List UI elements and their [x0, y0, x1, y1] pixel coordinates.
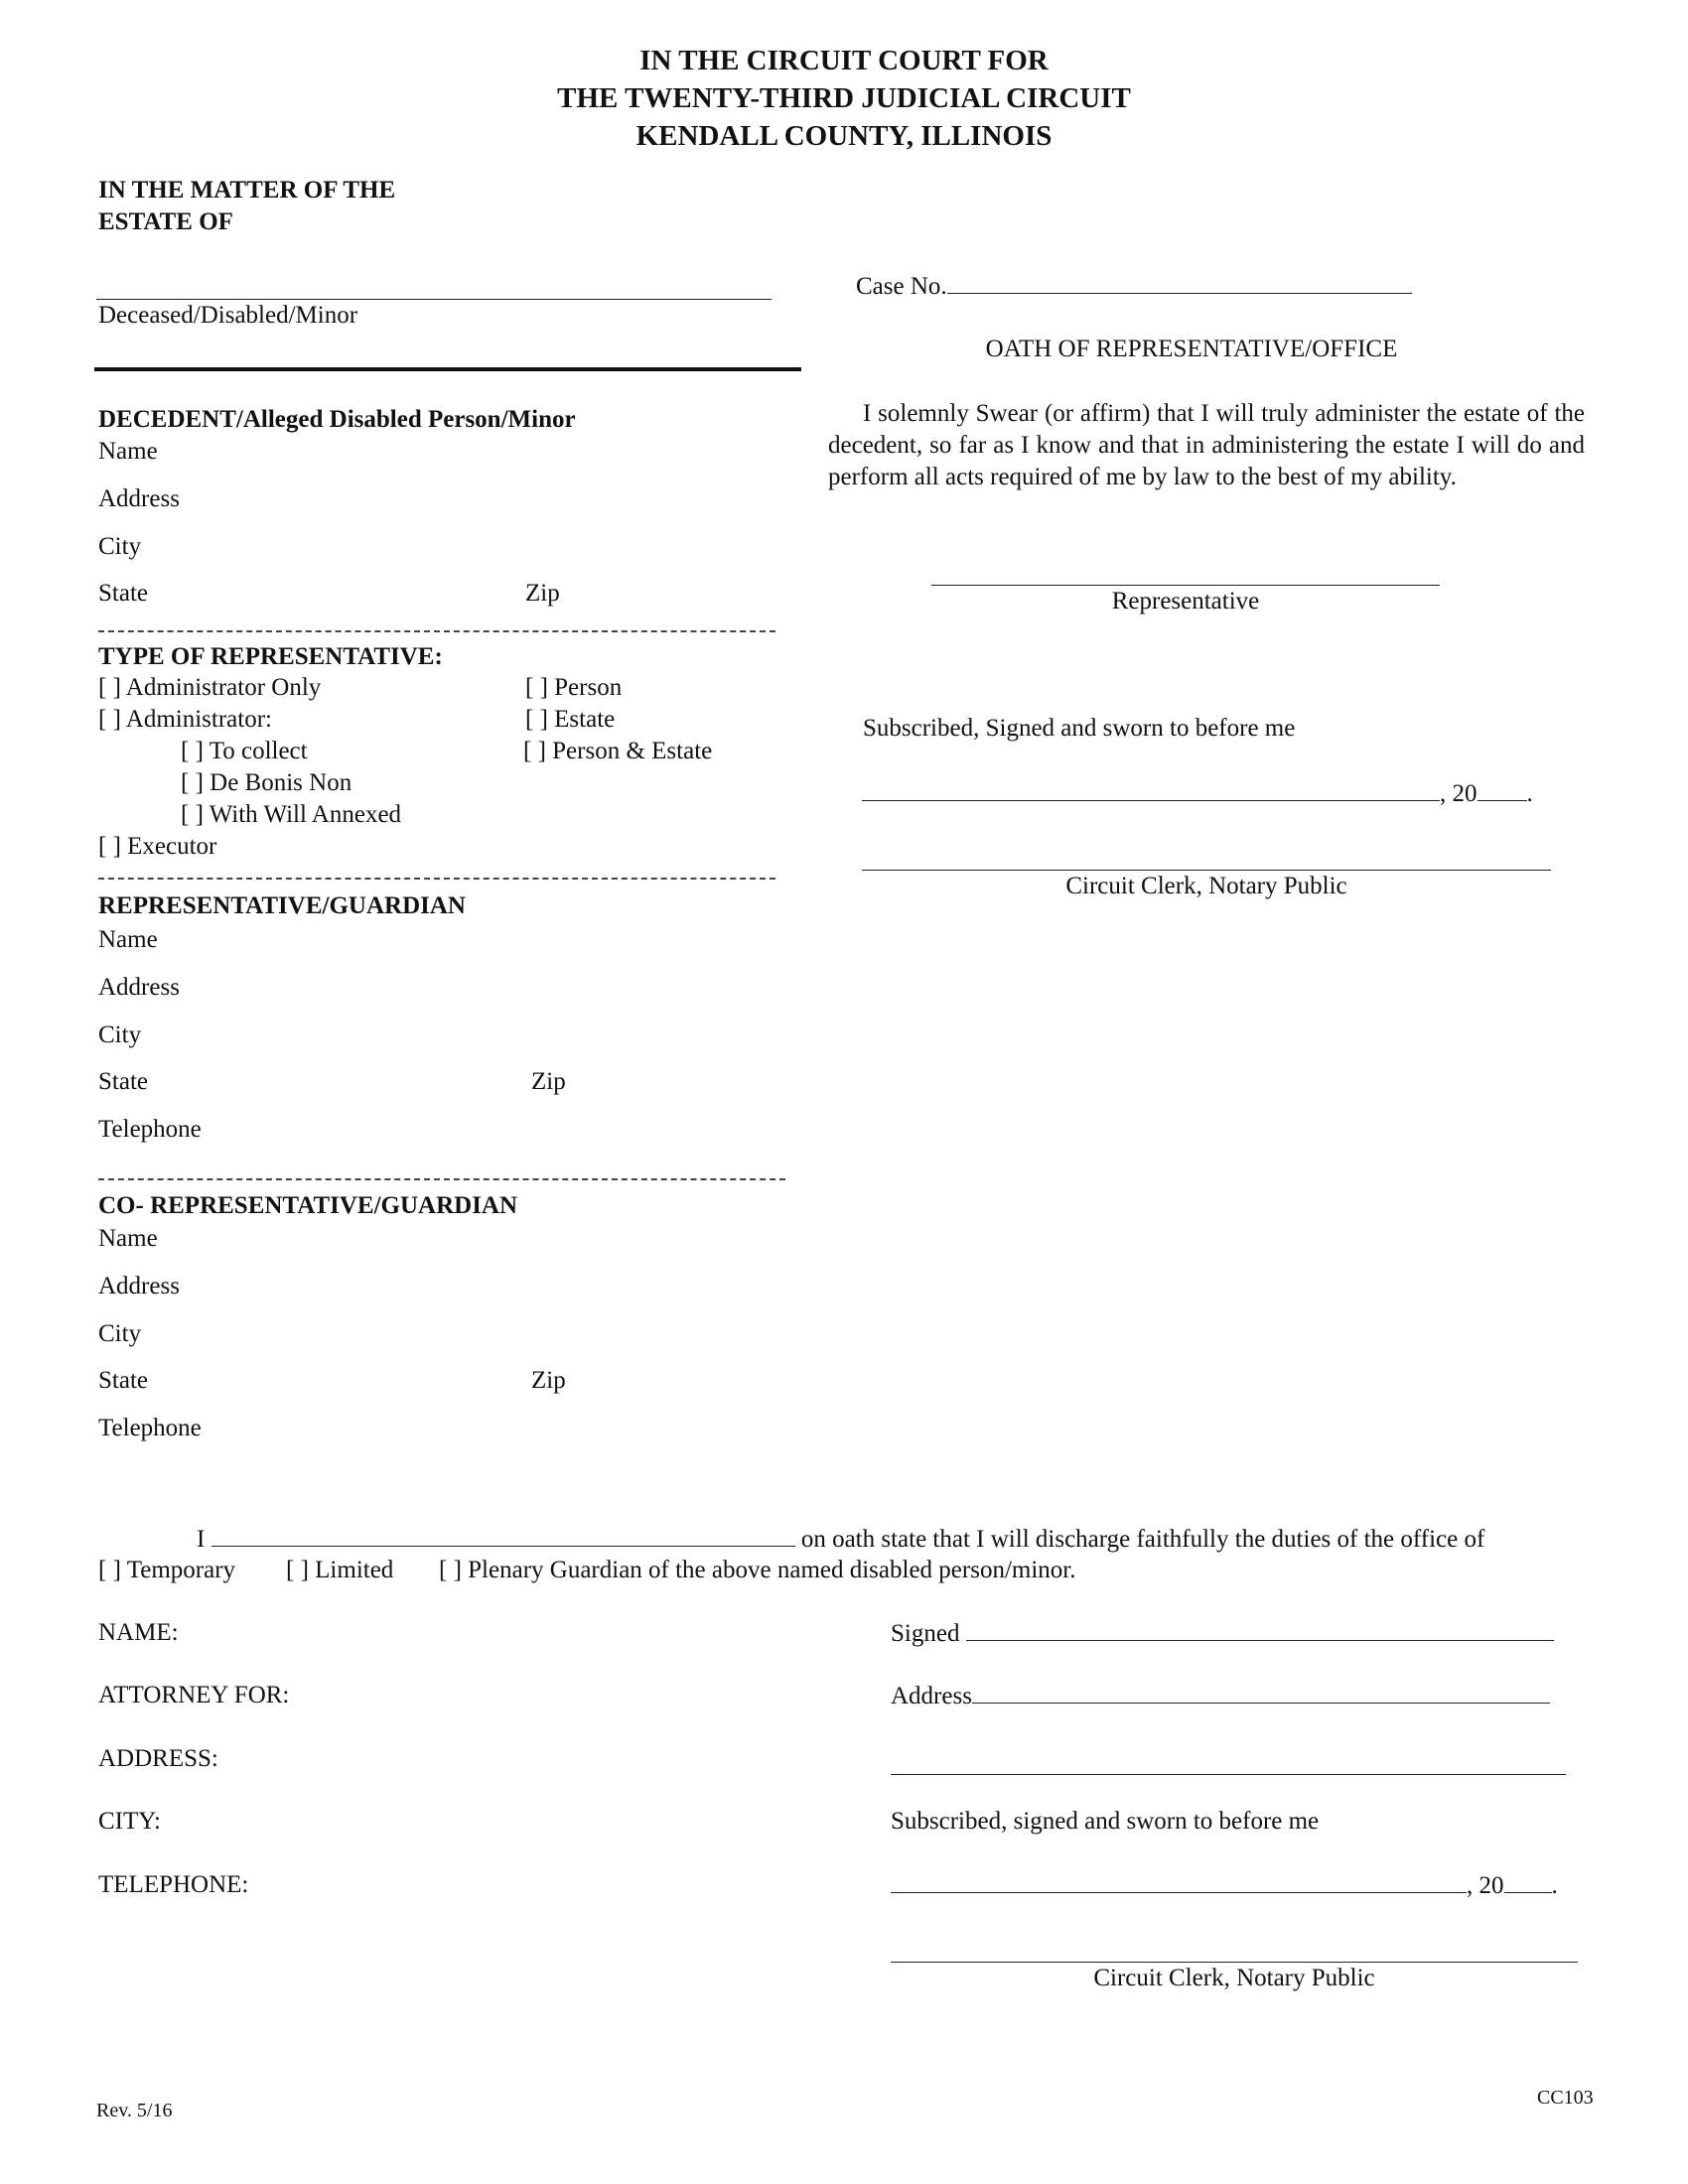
subject-caption: Deceased/Disabled/Minor: [98, 302, 358, 329]
checkbox-person-estate[interactable]: [ ] Person & Estate: [523, 738, 713, 764]
checkbox-administrator[interactable]: [ ] Administrator:: [98, 706, 272, 733]
oath-date-field[interactable]: , 20 .: [862, 778, 1533, 809]
checkbox-to-collect[interactable]: [ ] To collect: [181, 738, 308, 764]
checkbox-administrator-only[interactable]: [ ] Administrator Only: [98, 674, 322, 701]
representative-city-label: City: [98, 1022, 142, 1048]
co-representative-city-label: City: [98, 1320, 142, 1347]
signing-clerk-signature-line[interactable]: [891, 1962, 1578, 1963]
case-number-field[interactable]: [856, 271, 1412, 302]
decedent-heading: DECEDENT/Alleged Disabled Person/Minor: [98, 406, 576, 433]
guardian-name-blank[interactable]: [211, 1524, 795, 1547]
checkbox-limited[interactable]: [ ] Limited: [286, 1557, 394, 1583]
revision-label: Rev. 5/16: [96, 2100, 173, 2121]
checkbox-person[interactable]: [ ] Person: [525, 674, 623, 701]
representative-zip-label: Zip: [531, 1068, 566, 1095]
case-number-label: Case No.: [856, 273, 947, 300]
signing-address-label: Address: [891, 1683, 972, 1709]
decedent-zip-label: Zip: [525, 580, 560, 607]
signing-address-blank[interactable]: [972, 1681, 1550, 1704]
section-divider: [98, 878, 775, 880]
representative-caption: Representative: [1111, 588, 1260, 614]
signing-year-blank[interactable]: [1504, 1870, 1552, 1893]
signing-date-blank[interactable]: [891, 1870, 1467, 1893]
subject-name-line[interactable]: [96, 299, 772, 300]
attorney-telephone-label: TELEPHONE:: [98, 1871, 249, 1898]
decedent-address-label: Address: [98, 485, 180, 512]
case-number-blank[interactable]: [947, 271, 1412, 294]
representative-heading: REPRESENTATIVE/GUARDIAN: [98, 892, 466, 919]
checkbox-with-will-annexed[interactable]: [ ] With Will Annexed: [181, 801, 402, 828]
matter-line1: IN THE MATTER OF THE: [98, 177, 396, 204]
form-number: CC103: [1537, 2087, 1594, 2109]
checkbox-executor[interactable]: [ ] Executor: [98, 833, 217, 860]
court-title-line2: THE TWENTY-THIRD JUDICIAL CIRCUIT: [557, 82, 1131, 114]
oath-title: OATH OF REPRESENTATIVE/OFFICE: [985, 336, 1398, 362]
signing-subscribed-text: Subscribed, signed and sworn to before me: [891, 1808, 1320, 1835]
rep-type-heading: TYPE OF REPRESENTATIVE:: [98, 643, 443, 670]
guardian-oath-i: I: [197, 1526, 206, 1553]
representative-state-label: State: [98, 1068, 148, 1095]
section-divider: [98, 630, 775, 632]
signing-year-prefix: , 20: [1467, 1872, 1504, 1899]
co-representative-address-label: Address: [98, 1273, 180, 1299]
matter-line2: ESTATE OF: [98, 208, 233, 235]
decedent-state-label: State: [98, 580, 148, 607]
signing-address-line2[interactable]: [891, 1774, 1566, 1775]
attorney-for-label: ATTORNEY FOR:: [98, 1682, 290, 1708]
checkbox-plenary-guardian[interactable]: [ ] Plenary Guardian of the above named disabled person/minor.: [439, 1557, 1076, 1583]
oath-subscribed-text: Subscribed, Signed and sworn to before me: [863, 715, 1296, 742]
attorney-address-label: ADDRESS:: [98, 1745, 218, 1772]
oath-date-blank[interactable]: [862, 778, 1440, 801]
attorney-city-label: CITY:: [98, 1808, 161, 1835]
co-representative-name-label: Name: [98, 1225, 158, 1252]
checkbox-temporary[interactable]: [ ] Temporary: [98, 1557, 236, 1583]
representative-signature-line[interactable]: [931, 585, 1440, 586]
section-divider: [98, 1178, 785, 1180]
signed-blank[interactable]: [966, 1618, 1554, 1641]
guardian-oath-line: [197, 1524, 1484, 1555]
representative-telephone-label: Telephone: [98, 1116, 202, 1143]
co-representative-state-label: State: [98, 1367, 148, 1394]
oath-year-prefix: , 20: [1440, 780, 1477, 807]
oath-year-blank[interactable]: [1477, 778, 1527, 801]
caption-divider: [94, 367, 801, 371]
decedent-name-label: Name: [98, 438, 158, 465]
signed-field[interactable]: [891, 1618, 1554, 1649]
co-representative-heading: CO- REPRESENTATIVE/GUARDIAN: [98, 1192, 518, 1219]
oath-clerk-signature-line[interactable]: [862, 870, 1551, 871]
co-representative-zip-label: Zip: [531, 1367, 566, 1394]
representative-name-label: Name: [98, 926, 158, 953]
signed-label: Signed: [891, 1620, 960, 1647]
checkbox-de-bonis-non[interactable]: [ ] De Bonis Non: [181, 769, 352, 796]
attorney-name-label: NAME:: [98, 1619, 179, 1646]
oath-clerk-caption: Circuit Clerk, Notary Public: [1065, 873, 1347, 899]
co-representative-telephone-label: Telephone: [98, 1415, 202, 1441]
checkbox-estate[interactable]: [ ] Estate: [525, 706, 616, 733]
court-title-line3: KENDALL COUNTY, ILLINOIS: [635, 120, 1053, 152]
signing-clerk-caption: Circuit Clerk, Notary Public: [1093, 1965, 1375, 1991]
guardian-oath-text: on oath state that I will discharge faithfully the duties of the office of: [800, 1526, 1485, 1553]
decedent-city-label: City: [98, 533, 142, 560]
oath-text: I solemnly Swear (or affirm) that I will truly administer the estate of the decedent, so far as I know and that in administering the estate I will do and perform all acts required of me by law to the best of my ability.: [828, 400, 1585, 490]
signing-date-field[interactable]: , 20 .: [891, 1870, 1558, 1901]
court-title-line1: IN THE CIRCUIT COURT FOR: [639, 45, 1049, 76]
representative-address-label: Address: [98, 974, 180, 1001]
signing-address-field[interactable]: [891, 1681, 1550, 1711]
